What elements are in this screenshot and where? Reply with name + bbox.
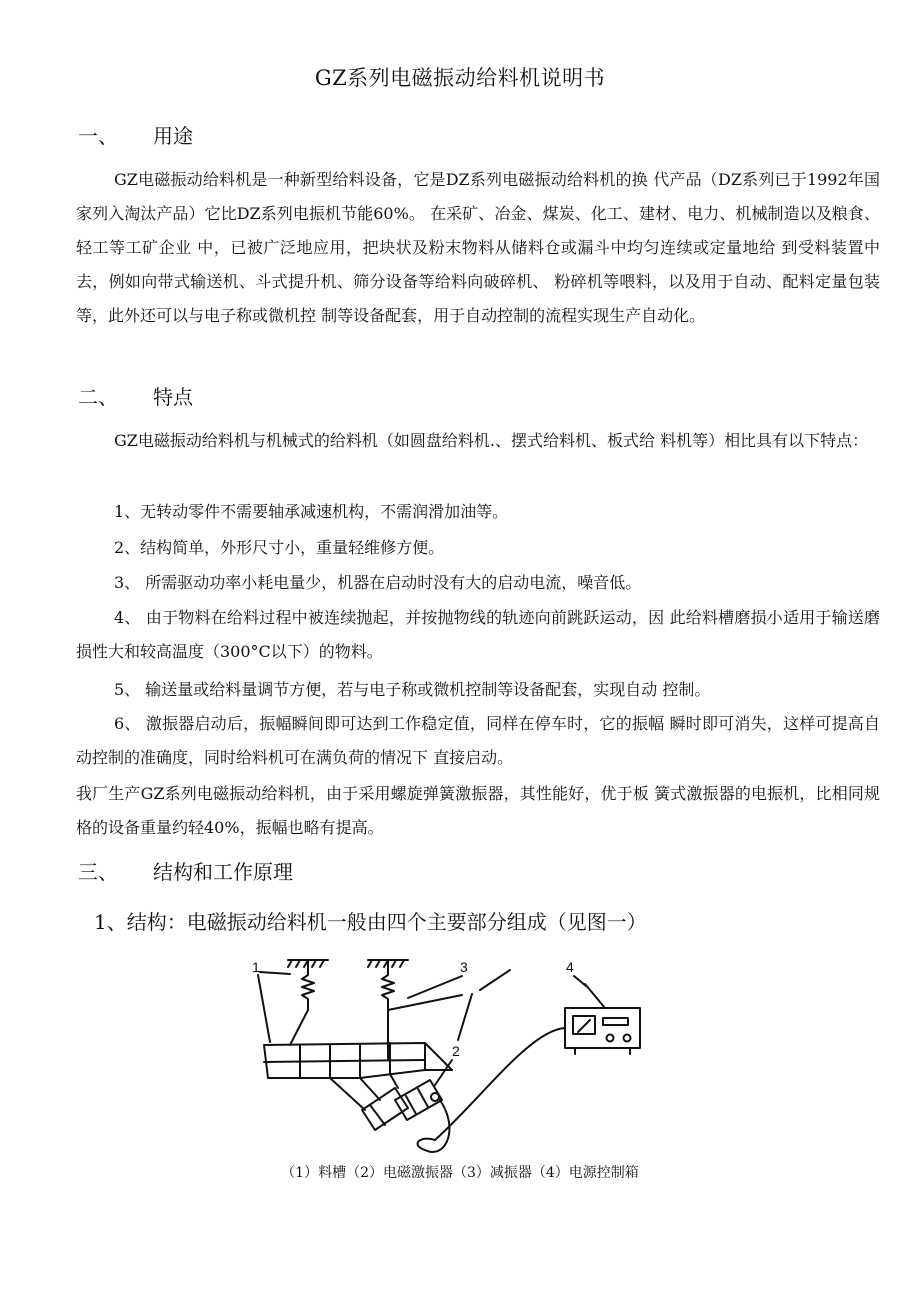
- section-title: 结构和工作原理: [153, 860, 293, 884]
- figure-label-4: 4: [566, 959, 574, 975]
- feature-item: 4、 由于物料在给料过程中被连续抛起，并按抛物线的轨迹向前跳跃运动，因 此给料槽磨损小适用于输送磨损性大和较高温度（300°C以下）的物料。: [76, 608, 880, 661]
- feature-item: 1、无转动零件不需要轴承减速机构，不需润滑加油等。: [114, 502, 509, 521]
- feature-item: 5、 输送量或给料量调节方便，若与电子称或微机控制等设备配套，实现自动 控制。: [114, 680, 711, 699]
- figure-label-1: 1: [252, 959, 260, 975]
- page-title: GZ系列电磁振动给料机说明书: [314, 66, 606, 90]
- power-cable: [418, 1028, 565, 1152]
- suspension-spring-left: [290, 960, 314, 1045]
- feeder-structure-diagram: [230, 950, 690, 1165]
- section-number: 三、: [78, 860, 118, 884]
- section-number: 二、: [78, 385, 118, 409]
- figure-caption: （1）料槽（2）电磁激振器（3）减振器（4）电源控制箱: [281, 1165, 639, 1181]
- feature-item: 3、 所需驱动功率小耗电量少，机器在启动时没有大的启动电流，噪音低。: [114, 573, 642, 592]
- usage-paragraph: GZ电磁振动给料机是一种新型给料设备，它是DZ系列电磁振动给料机的换 代产品（DZ系列已于1992年国家列入淘汰产品）它比DZ系列电振机节能60%。 在采矿、冶金、煤炭、化工、建材、电力、机械制造以及粮食、轻工等工矿企业 中，已被广泛地应用，把块状及粉末物料从储料仓或漏斗中均匀连续或定量地给 到受料装置中去，例如向带式输送机、斗式提升机、筛分设备等给料向破碎机、 粉碎机等喂料，以及用于自动、配料定量包装等，此外还可以与电子称或微机控 制等设备配套，用于自动控制的流程实现生产自动化。: [76, 170, 880, 325]
- section-heading-usage: [78, 120, 193, 149]
- figure-label-3: 3: [460, 959, 468, 975]
- power-control-box: [565, 984, 640, 1054]
- section-number: 一、: [78, 124, 118, 148]
- feature-item: 2、结构简单，外形尺寸小，重量轻维修方便。: [114, 538, 445, 557]
- section-title: 特点: [153, 385, 193, 409]
- factory-paragraph: 我厂生产GZ系列电磁振动给料机，由于采用螺旋弹簧激振器，其性能好，优于板 簧式激振器的电振机，比相同规格的设备重量约轻40%，振幅也略有提高。: [76, 784, 880, 837]
- features-intro-paragraph: GZ电磁振动给料机与机械式的给料机（如圆盘给料机.、摆式给料机、板式给 料机等）相比具有以下特点：: [114, 431, 869, 450]
- section-heading-features: [78, 381, 193, 410]
- feature-item: 6、 激振器启动后，振幅瞬间即可达到工作稳定值，同样在停车时，它的振幅 瞬时即可消失，这样可提高自动控制的准确度，同时给料机可在满负荷的情况下 直接启动。: [76, 714, 880, 767]
- electromagnetic-exciter: [362, 1080, 442, 1130]
- figure-label-2: 2: [452, 1043, 460, 1059]
- section-heading-structure: [78, 856, 293, 885]
- section-title: 用途: [153, 124, 193, 148]
- structure-subheading: 1、结构：电磁振动给料机一般由四个主要部分组成（见图一）: [94, 910, 647, 934]
